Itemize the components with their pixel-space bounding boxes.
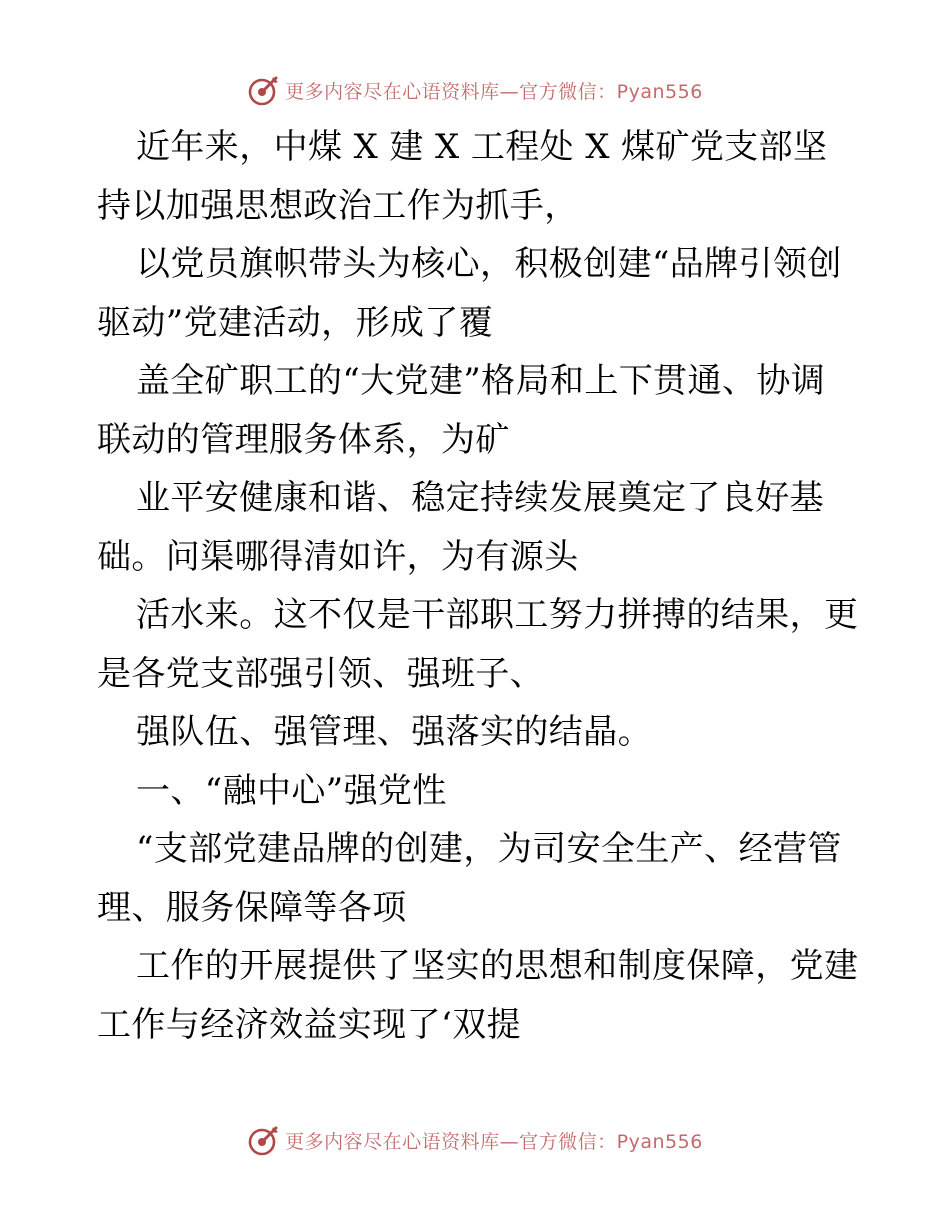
text-line: 活水来。这不仅是干部职工努力拼搏的结果，更: [136, 595, 859, 635]
text-line: 以党员旗帜带头为核心，积极创建“品牌引领创: [136, 244, 842, 284]
text-line: 业平安健康和谐、稳定持续发展奠定了良好基: [136, 478, 824, 518]
text-line: 持以加强思想政治工作为抓手，: [97, 185, 579, 226]
document-body: [97, 118, 857, 1054]
text-line: 是各党支部强引领、强班子、: [97, 653, 545, 694]
text-line: 础。问渠哪得清如许，为有源头: [97, 536, 579, 577]
text-line: 理、服务保障等各项: [97, 887, 407, 928]
header-watermark-banner: [0, 70, 950, 110]
header-watermark-text: 更多内容尽在心语资料库—官方微信：Pyan556: [285, 80, 703, 103]
text-line: 联动的管理服务体系，为矿: [97, 419, 510, 460]
text-line: 盖全矿职工的“大党建”格局和上下贯通、协调: [136, 361, 826, 401]
text-line: 一、“融中心”强党性: [136, 770, 447, 811]
footer-watermark-text: 更多内容尽在心语资料库—官方微信：Pyan556: [285, 1130, 703, 1153]
brush-logo-icon: [247, 1123, 281, 1157]
footer-watermark-banner: [0, 1120, 950, 1160]
text-line: 工作与经济效益实现了‘双提: [97, 1004, 522, 1045]
text-line: 工作的开展提供了坚实的思想和制度保障，党建: [136, 946, 859, 986]
text-line: 近年来，中煤 X 建 X 工程处 X 煤矿党支部坚: [136, 127, 828, 167]
text-line: 驱动”党建活动，形成了覆: [97, 302, 494, 343]
text-line: 强队伍、强管理、强落实的结晶。: [136, 712, 652, 752]
text-line: “支部党建品牌的创建，为司安全生产、经营管: [136, 829, 842, 869]
brush-logo-icon: [247, 73, 281, 107]
